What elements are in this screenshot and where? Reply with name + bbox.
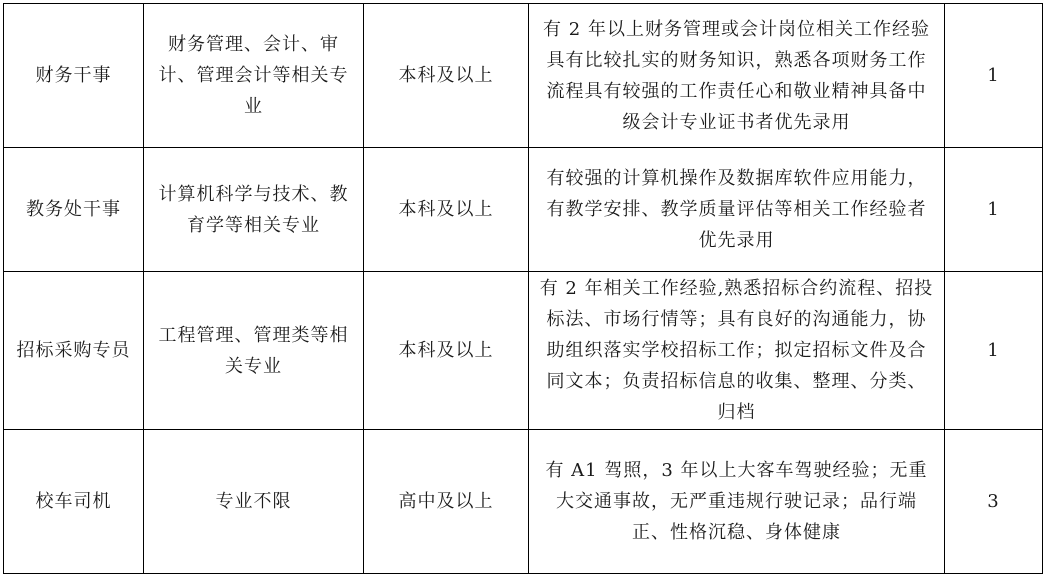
headcount-cell: 1 bbox=[945, 4, 1043, 148]
table-row bbox=[4, 430, 1043, 574]
headcount-cell: 3 bbox=[945, 430, 1043, 574]
major-cell: 工程管理、管理类等相关专业 bbox=[144, 272, 364, 430]
headcount-cell: 1 bbox=[945, 148, 1043, 272]
headcount-cell: 1 bbox=[945, 272, 1043, 430]
table-row bbox=[4, 4, 1043, 148]
major-cell: 专业不限 bbox=[144, 430, 364, 574]
requirements-cell: 有 A1 驾照，3 年以上大客车驾驶经验；无重大交通事故，无严重违规行驶记录；品行端正、性格沉稳、身体健康 bbox=[529, 430, 945, 574]
education-cell: 本科及以上 bbox=[364, 4, 529, 148]
position-cell: 校车司机 bbox=[4, 430, 144, 574]
major-cell: 计算机科学与技术、教育学等相关专业 bbox=[144, 148, 364, 272]
major-cell: 财务管理、会计、审计、管理会计等相关专业 bbox=[144, 4, 364, 148]
requirements-cell: 有 2 年以上财务管理或会计岗位相关工作经验具有比较扎实的财务知识，熟悉各项财务工作流程具有较强的工作责任心和敬业精神具备中级会计专业证书者优先录用 bbox=[529, 4, 945, 148]
requirements-cell: 有较强的计算机操作及数据库软件应用能力，有教学安排、教学质量评估等相关工作经验者优先录用 bbox=[529, 148, 945, 272]
position-cell: 招标采购专员 bbox=[4, 272, 144, 430]
position-cell: 教务处干事 bbox=[4, 148, 144, 272]
table-row bbox=[4, 148, 1043, 272]
education-cell: 本科及以上 bbox=[364, 272, 529, 430]
education-cell: 本科及以上 bbox=[364, 148, 529, 272]
requirements-cell: 有 2 年相关工作经验,熟悉招标合约流程、招投标法、市场行情等；具有良好的沟通能力，协助组织落实学校招标工作；拟定招标文件及合同文本；负责招标信息的收集、整理、分类、归档 bbox=[529, 272, 945, 430]
position-cell: 财务干事 bbox=[4, 4, 144, 148]
job-requirements-table bbox=[3, 3, 1043, 574]
education-cell: 高中及以上 bbox=[364, 430, 529, 574]
table-row bbox=[4, 272, 1043, 430]
